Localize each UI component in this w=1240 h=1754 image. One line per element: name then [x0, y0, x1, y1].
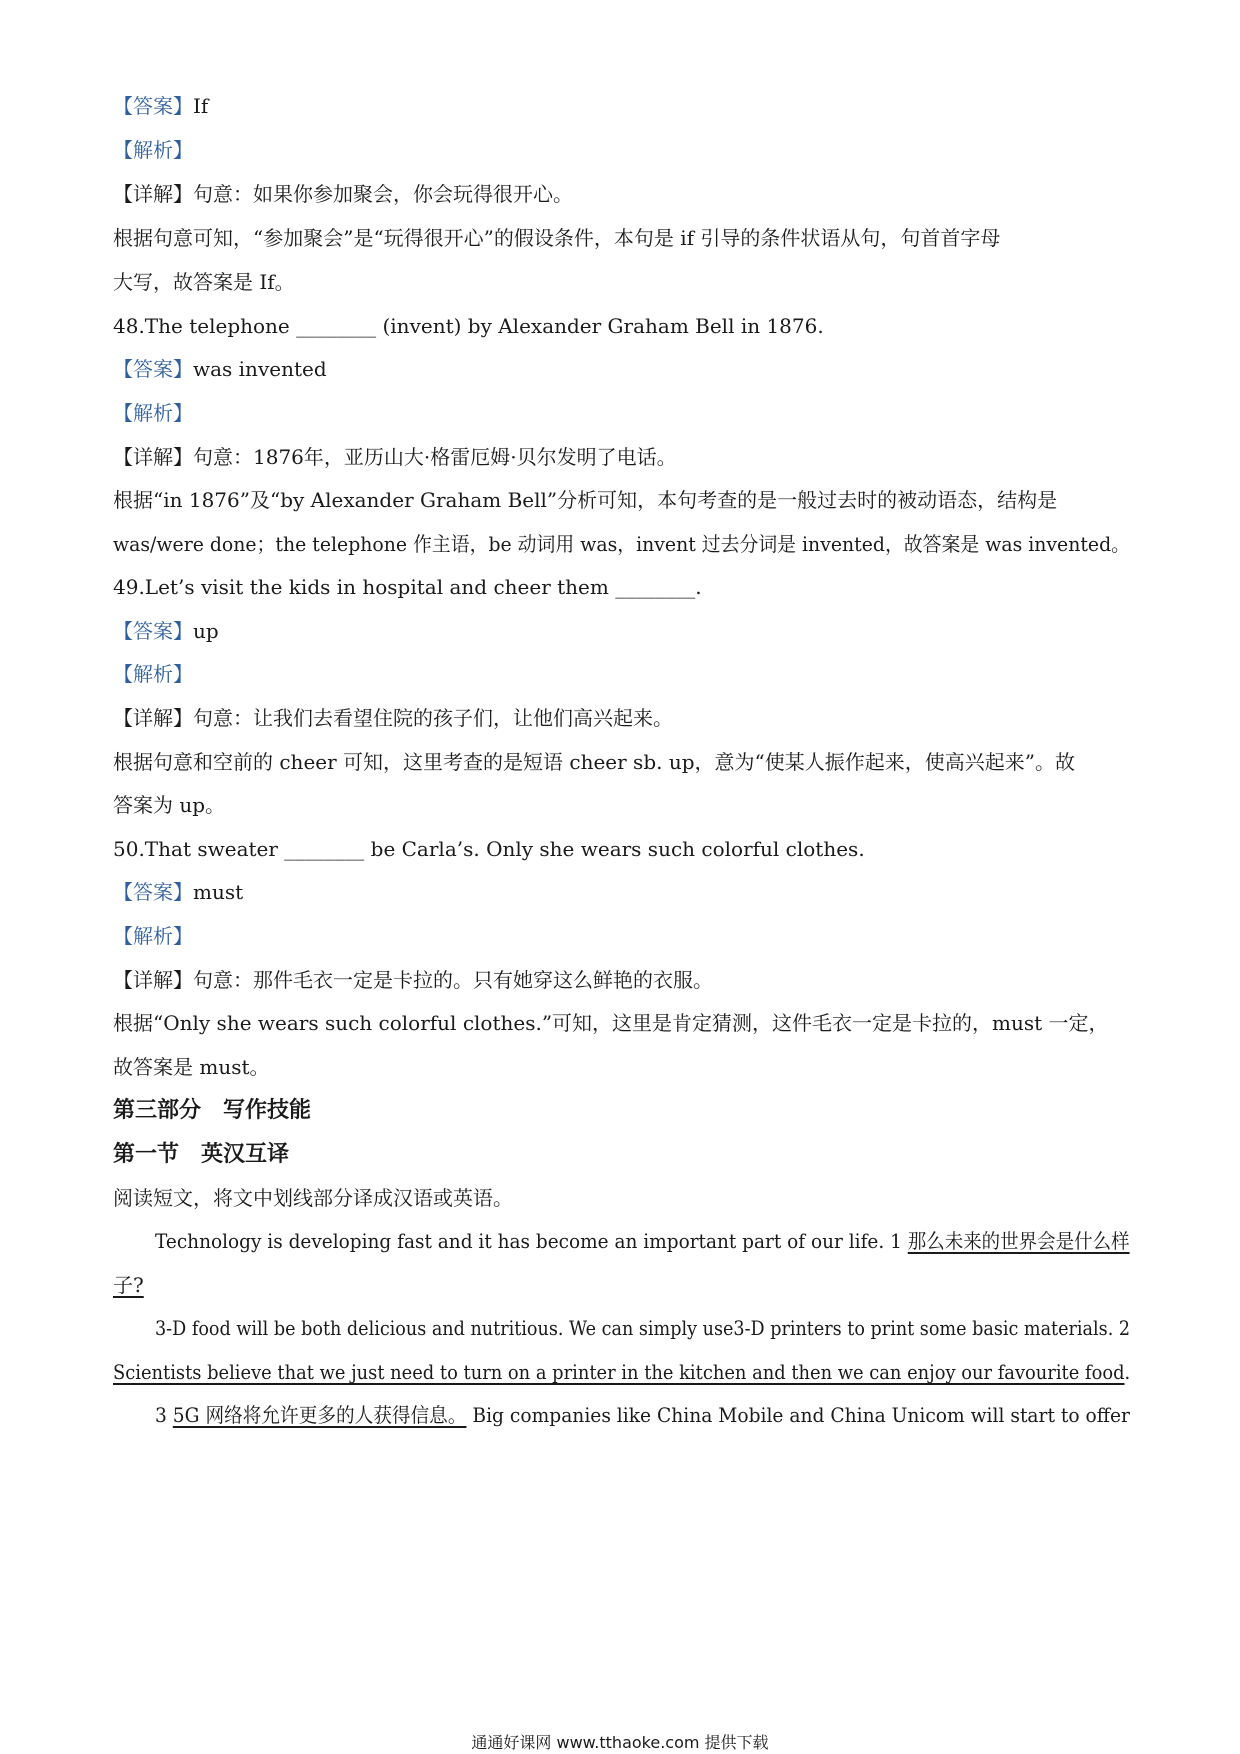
answer-line-49: [113, 617, 219, 645]
explain-line: 故答案是 must。: [113, 1055, 270, 1079]
answer-line-50: [113, 878, 243, 906]
underlined-text: 子?: [113, 1273, 144, 1297]
answer-value: must: [193, 880, 244, 904]
detail-line-50: [113, 966, 713, 994]
detail-text: 句意：让我们去看望住院的孩子们，让他们高兴起来。: [193, 706, 673, 730]
detail-line-48: [113, 443, 677, 471]
detail-text: 句意：1876年，亚历山大·格雷厄姆·贝尔发明了电话。: [193, 445, 677, 469]
answer-value: was invented: [193, 357, 327, 381]
explain-line: 答案为 up。: [113, 793, 226, 817]
answer-tag: 【答案】: [113, 619, 193, 643]
underlined-text: Scientists believe that we just need to turn on a printer in the kitchen and then we can enjoy our favourite food: [113, 1360, 1125, 1384]
underlined-text: 5G 网络将允许更多的人获得信息。: [172, 1403, 467, 1427]
passage-number: 3: [155, 1403, 173, 1427]
instruction: 阅读短文，将文中划线部分译成汉语或英语。: [113, 1186, 513, 1210]
answer-line-47: [113, 92, 208, 120]
detail-tag: 【详解】: [113, 968, 193, 992]
answer-value: If: [193, 94, 209, 118]
passage-line: [113, 1358, 1130, 1386]
detail-tag: 【详解】: [113, 445, 193, 469]
detail-text: 句意：如果你参加聚会，你会玩得很开心。: [193, 182, 573, 206]
explain-line: 大写，故答案是 If。: [113, 270, 295, 294]
explain-line: 根据“in 1876”及“by Alexander Graham Bell”分析可知，本句考查的是一般过去时的被动语态，结构是: [113, 488, 1058, 512]
explain-line: 根据句意可知，“参加聚会”是“玩得很开心”的假设条件，本句是 if 引导的条件状语从句，句首首字母: [113, 226, 1001, 250]
detail-tag: 【详解】: [113, 182, 193, 206]
explain-line: 根据句意和空前的 cheer 可知，这里考查的是短语 cheer sb. up，意为“使某人振作起来，使高兴起来”。故: [113, 750, 1075, 774]
question-48: 48.The telephone ________ (invent) by Alexander Graham Bell in 1876.: [113, 314, 824, 338]
detail-line-49: [113, 704, 673, 732]
answer-tag: 【答案】: [113, 94, 193, 118]
question-50: 50.That sweater ________ be Carla’s. Only she wears such colorful clothes.: [113, 837, 865, 861]
detail-line-47: [113, 180, 573, 208]
analysis-tag: 【解析】: [113, 662, 193, 686]
explain-line: 根据“Only she wears such colorful clothes.”可知，这里是肯定猜测，这件毛衣一定是卡拉的，must 一定，: [113, 1011, 1109, 1035]
footer-watermark: 通通好课网 www.tthaoke.com 提供下载: [471, 1733, 769, 1752]
passage-line: [113, 1271, 144, 1299]
answer-value: up: [193, 619, 219, 643]
passage-line: [155, 1401, 1130, 1429]
question-49: 49.Let’s visit the kids in hospital and cheer them ________.: [113, 575, 702, 599]
explain-line: was/were done；the telephone 作主语，be 动词用 was，invent 过去分词是 invented，故答案是 was invented。: [113, 532, 1130, 556]
passage-line: 3-D food will be both delicious and nutritious. We can simply use3-D printers to print some basic materials. 2: [155, 1316, 1131, 1340]
subsection-title: 第一节 英汉互译: [113, 1141, 290, 1167]
analysis-tag: 【解析】: [113, 138, 193, 162]
analysis-tag: 【解析】: [113, 924, 193, 948]
underlined-text: 那么未来的世界会是什么样: [907, 1229, 1130, 1253]
answer-tag: 【答案】: [113, 357, 193, 381]
passage-line: [155, 1227, 1130, 1255]
passage-text: Technology is developing fast and it has become an important part of our life. 1: [155, 1229, 908, 1253]
passage-text: Big companies like China Mobile and China Unicom will start to offer: [466, 1403, 1130, 1427]
detail-tag: 【详解】: [113, 706, 193, 730]
part-title: 第三部分 写作技能: [113, 1097, 312, 1123]
analysis-tag: 【解析】: [113, 401, 193, 425]
answer-line-48: [113, 355, 327, 383]
answer-tag: 【答案】: [113, 880, 193, 904]
passage-text: .: [1124, 1360, 1131, 1384]
detail-text: 句意：那件毛衣一定是卡拉的。只有她穿这么鲜艳的衣服。: [193, 968, 713, 992]
